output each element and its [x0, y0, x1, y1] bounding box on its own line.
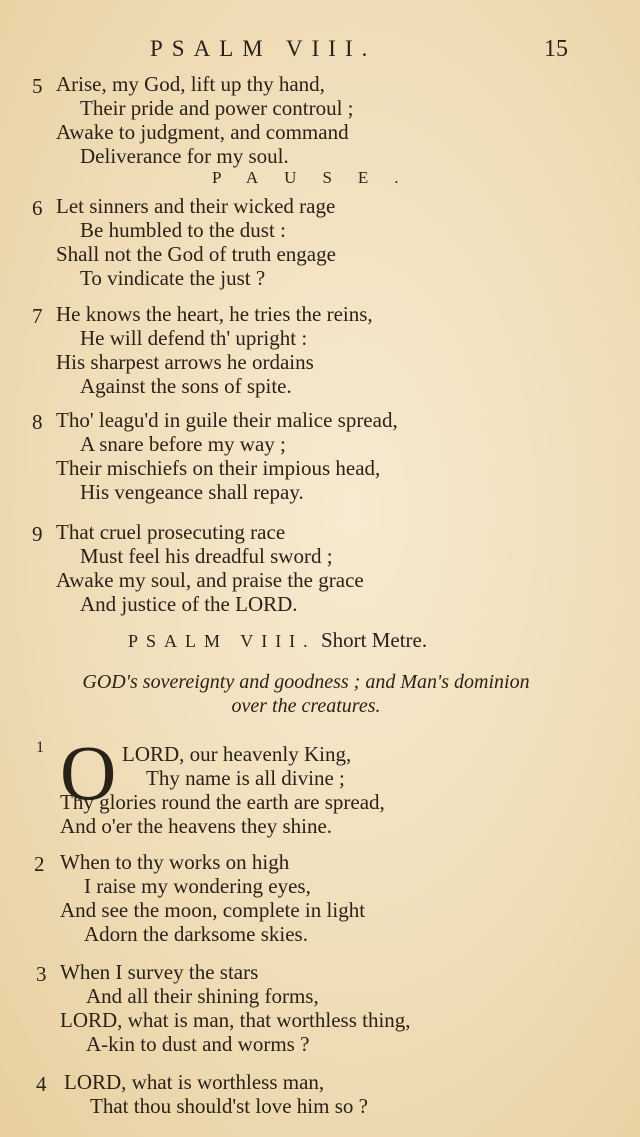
section-subtitle-line-1: GOD's sovereignty and goodness ; and Man's dominion [82, 671, 530, 693]
verse-line: Their pride and power controul ; [80, 96, 354, 120]
verse-line: Against the sons of spite. [80, 374, 292, 398]
verse-line: Awake to judgment, and command [56, 120, 349, 144]
verse-line: I raise my wondering eyes, [84, 874, 311, 898]
verse-line: His sharpest arrows he ordains [56, 350, 314, 374]
verse-line: A-kin to dust and worms ? [86, 1032, 310, 1056]
verse-line: Arise, my God, lift up thy hand, [56, 72, 325, 96]
verse-line: Thy glories round the earth are spread, [60, 790, 385, 814]
verse-line: He knows the heart, he tries the reins, [56, 302, 373, 326]
pause-heading: PAUSE. [212, 168, 425, 187]
verse-line: Thy name is all divine ; [146, 766, 345, 790]
verse-line: His vengeance shall repay. [80, 480, 304, 504]
verse-line: A snare before my way ; [80, 432, 286, 456]
verse-line: Shall not the God of truth engage [56, 242, 336, 266]
verse-line: And o'er the heavens they shine. [60, 814, 333, 838]
verse-line: And see the moon, complete in light [60, 898, 366, 922]
verse-line: Be humbled to the dust : [80, 218, 286, 242]
verse-line: That cruel prosecuting race [56, 520, 286, 544]
verse-line: Awake my soul, and praise the grace [56, 568, 364, 592]
stanza-number: 9 [32, 522, 43, 546]
page-number: 15 [544, 36, 568, 62]
section-title-metre: Short Metre. [320, 628, 428, 652]
verse-line: When I survey the stars [60, 960, 259, 984]
section-subtitle-line-2: over the creatures. [231, 695, 381, 717]
verse-line: That thou should'st love him so ? [90, 1094, 368, 1118]
verse-line: Tho' leagu'd in guile their malice spread, [56, 408, 398, 432]
verse-line: Their mischiefs on their impious head, [56, 456, 381, 480]
stanza-number: 8 [32, 410, 43, 434]
verse-line: Adorn the darksome skies. [84, 922, 308, 946]
verse-line: LORD, what is worthless man, [64, 1070, 325, 1094]
verse-line: When to thy works on high [60, 850, 290, 874]
verse-line: LORD, our heavenly King, [122, 742, 352, 766]
verse-line: Must feel his dreadful sword ; [80, 544, 333, 568]
verse-line: To vindicate the just ? [80, 266, 266, 290]
section-title-psalm: PSALM VIII. [128, 631, 316, 651]
verse-line: Deliverance for my soul. [80, 144, 289, 168]
verse-line: And all their shining forms, [86, 984, 319, 1008]
drop-cap: O [60, 729, 117, 816]
stanza-number: 7 [32, 304, 43, 328]
verse-line: LORD, what is man, that worthless thing, [60, 1008, 411, 1032]
running-title: PSALM VIII. [150, 36, 377, 61]
stanza-number: 5 [32, 74, 43, 98]
verse-line: Let sinners and their wicked rage [56, 194, 336, 218]
stanza-number: 1 [36, 739, 44, 756]
stanza-number: 4 [36, 1072, 47, 1096]
stanza-number: 3 [36, 962, 47, 986]
stanza-number: 2 [34, 852, 45, 876]
stanza-number: 6 [32, 196, 43, 220]
verse-line: And justice of the LORD. [80, 592, 298, 616]
page-header [0, 34, 640, 64]
section-title [128, 628, 427, 653]
verse-line: He will defend th' upright : [80, 326, 308, 350]
